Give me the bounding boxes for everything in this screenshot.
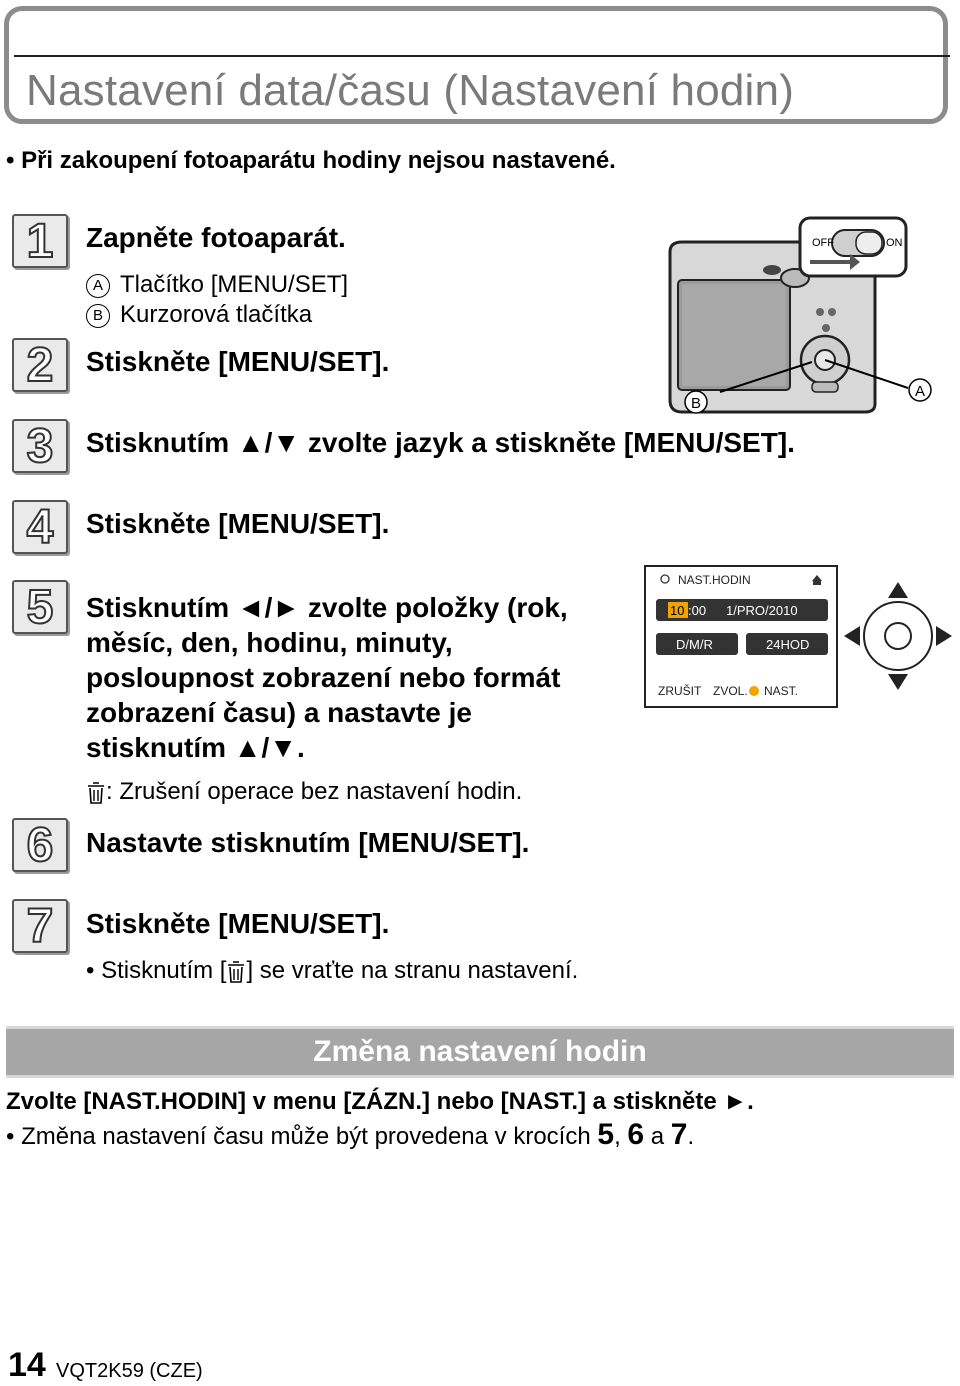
arrow-down-icon xyxy=(888,674,908,690)
arrow-right-icon xyxy=(936,626,952,646)
step-7-text: Stiskněte [MENU/SET]. xyxy=(86,908,390,939)
document-code: VQT2K59 (CZE) xyxy=(56,1360,203,1382)
label-a-icon: A xyxy=(86,274,110,298)
step-7-note: • Stisknutím [ ] se vraťte na stranu nastavení. xyxy=(86,957,579,984)
arrow-up-icon xyxy=(888,582,908,598)
step-4-text: Stiskněte [MENU/SET]. xyxy=(86,508,390,539)
svg-text::00: :00 xyxy=(688,603,707,618)
lcd-header: NAST.HODIN xyxy=(678,573,751,587)
step-4-badge: 4 xyxy=(12,500,68,554)
cursor-pad-illustration xyxy=(842,580,954,692)
set-button-icon xyxy=(749,686,759,696)
step-6-badge: 6 xyxy=(12,818,68,872)
camera-illustration xyxy=(660,212,940,422)
callout-a-letter: A xyxy=(915,383,926,400)
switch-off-label: OFF xyxy=(812,237,834,249)
page-title: Nastavení data/času (Nastavení hodin) xyxy=(26,66,795,115)
lcd-footer-select: ZVOL. xyxy=(713,684,748,698)
home-icon xyxy=(812,575,822,585)
legend-a: A Tlačítko [MENU/SET] xyxy=(86,271,348,299)
intro-note: • Při zakoupení fotoaparátu hodiny nejsou nastavené. xyxy=(6,147,616,174)
lcd-footer-cancel: ZRUŠIT xyxy=(658,684,702,698)
step-7-badge: 7 xyxy=(12,899,68,953)
lcd-date: 1/PRO/2010 xyxy=(726,603,798,618)
power-switch-inset xyxy=(800,218,906,276)
step-3-text: Stisknutím ▲/▼ zvolte jazyk a stiskněte [MENU/SET]. xyxy=(86,427,795,458)
lcd-screen xyxy=(644,565,838,708)
step-2-badge: 2 xyxy=(12,338,68,392)
step-1-badge: 1 xyxy=(12,214,68,268)
cancel-note: : Zrušení operace bez nastavení hodin. xyxy=(86,778,522,806)
step-2-text: Stiskněte [MENU/SET]. xyxy=(86,346,390,377)
section-note: • Změna nastavení času může být provedena v krocích 5, 6 a 7. xyxy=(6,1118,695,1151)
step-5-badge: 5 xyxy=(12,580,68,634)
section-banner: Změna nastavení hodin xyxy=(6,1026,954,1078)
label-b-icon: B xyxy=(86,304,110,328)
svg-text:10: 10 xyxy=(670,603,685,618)
trash-icon xyxy=(86,781,106,805)
svg-text:D/M/R: D/M/R xyxy=(676,637,713,652)
arrow-left-icon xyxy=(844,626,860,646)
cursor-ring xyxy=(864,602,932,670)
step-1-text: Zapněte fotoaparát. xyxy=(86,222,346,253)
step-6-text: Nastavte stisknutím [MENU/SET]. xyxy=(86,827,530,858)
switch-on-label: ON xyxy=(886,237,903,249)
legend-b: B Kurzorová tlačítka xyxy=(86,301,312,329)
callout-b-letter: B xyxy=(691,395,702,412)
page-number: 14 xyxy=(8,1346,46,1384)
clock-icon xyxy=(661,575,669,583)
step-3-badge: 3 xyxy=(12,419,68,473)
section-instruction: Zvolte [NAST.HODIN] v menu [ZÁZN.] nebo [NAST.] a stiskněte ►. xyxy=(6,1088,754,1115)
lcd-content xyxy=(646,567,836,706)
step-5-text: Stisknutím ◄/► zvolte položky (rok, měsíc, den, hodinu, minuty, posloupnost zobrazení nebo formát zobrazení času) a nastavte je stisknutím ▲/▼. xyxy=(86,592,568,763)
svg-text:24HOD: 24HOD xyxy=(766,637,810,652)
title-rule xyxy=(14,55,950,57)
lcd-footer-set: NAST. xyxy=(764,684,799,698)
trash-icon xyxy=(226,960,246,984)
